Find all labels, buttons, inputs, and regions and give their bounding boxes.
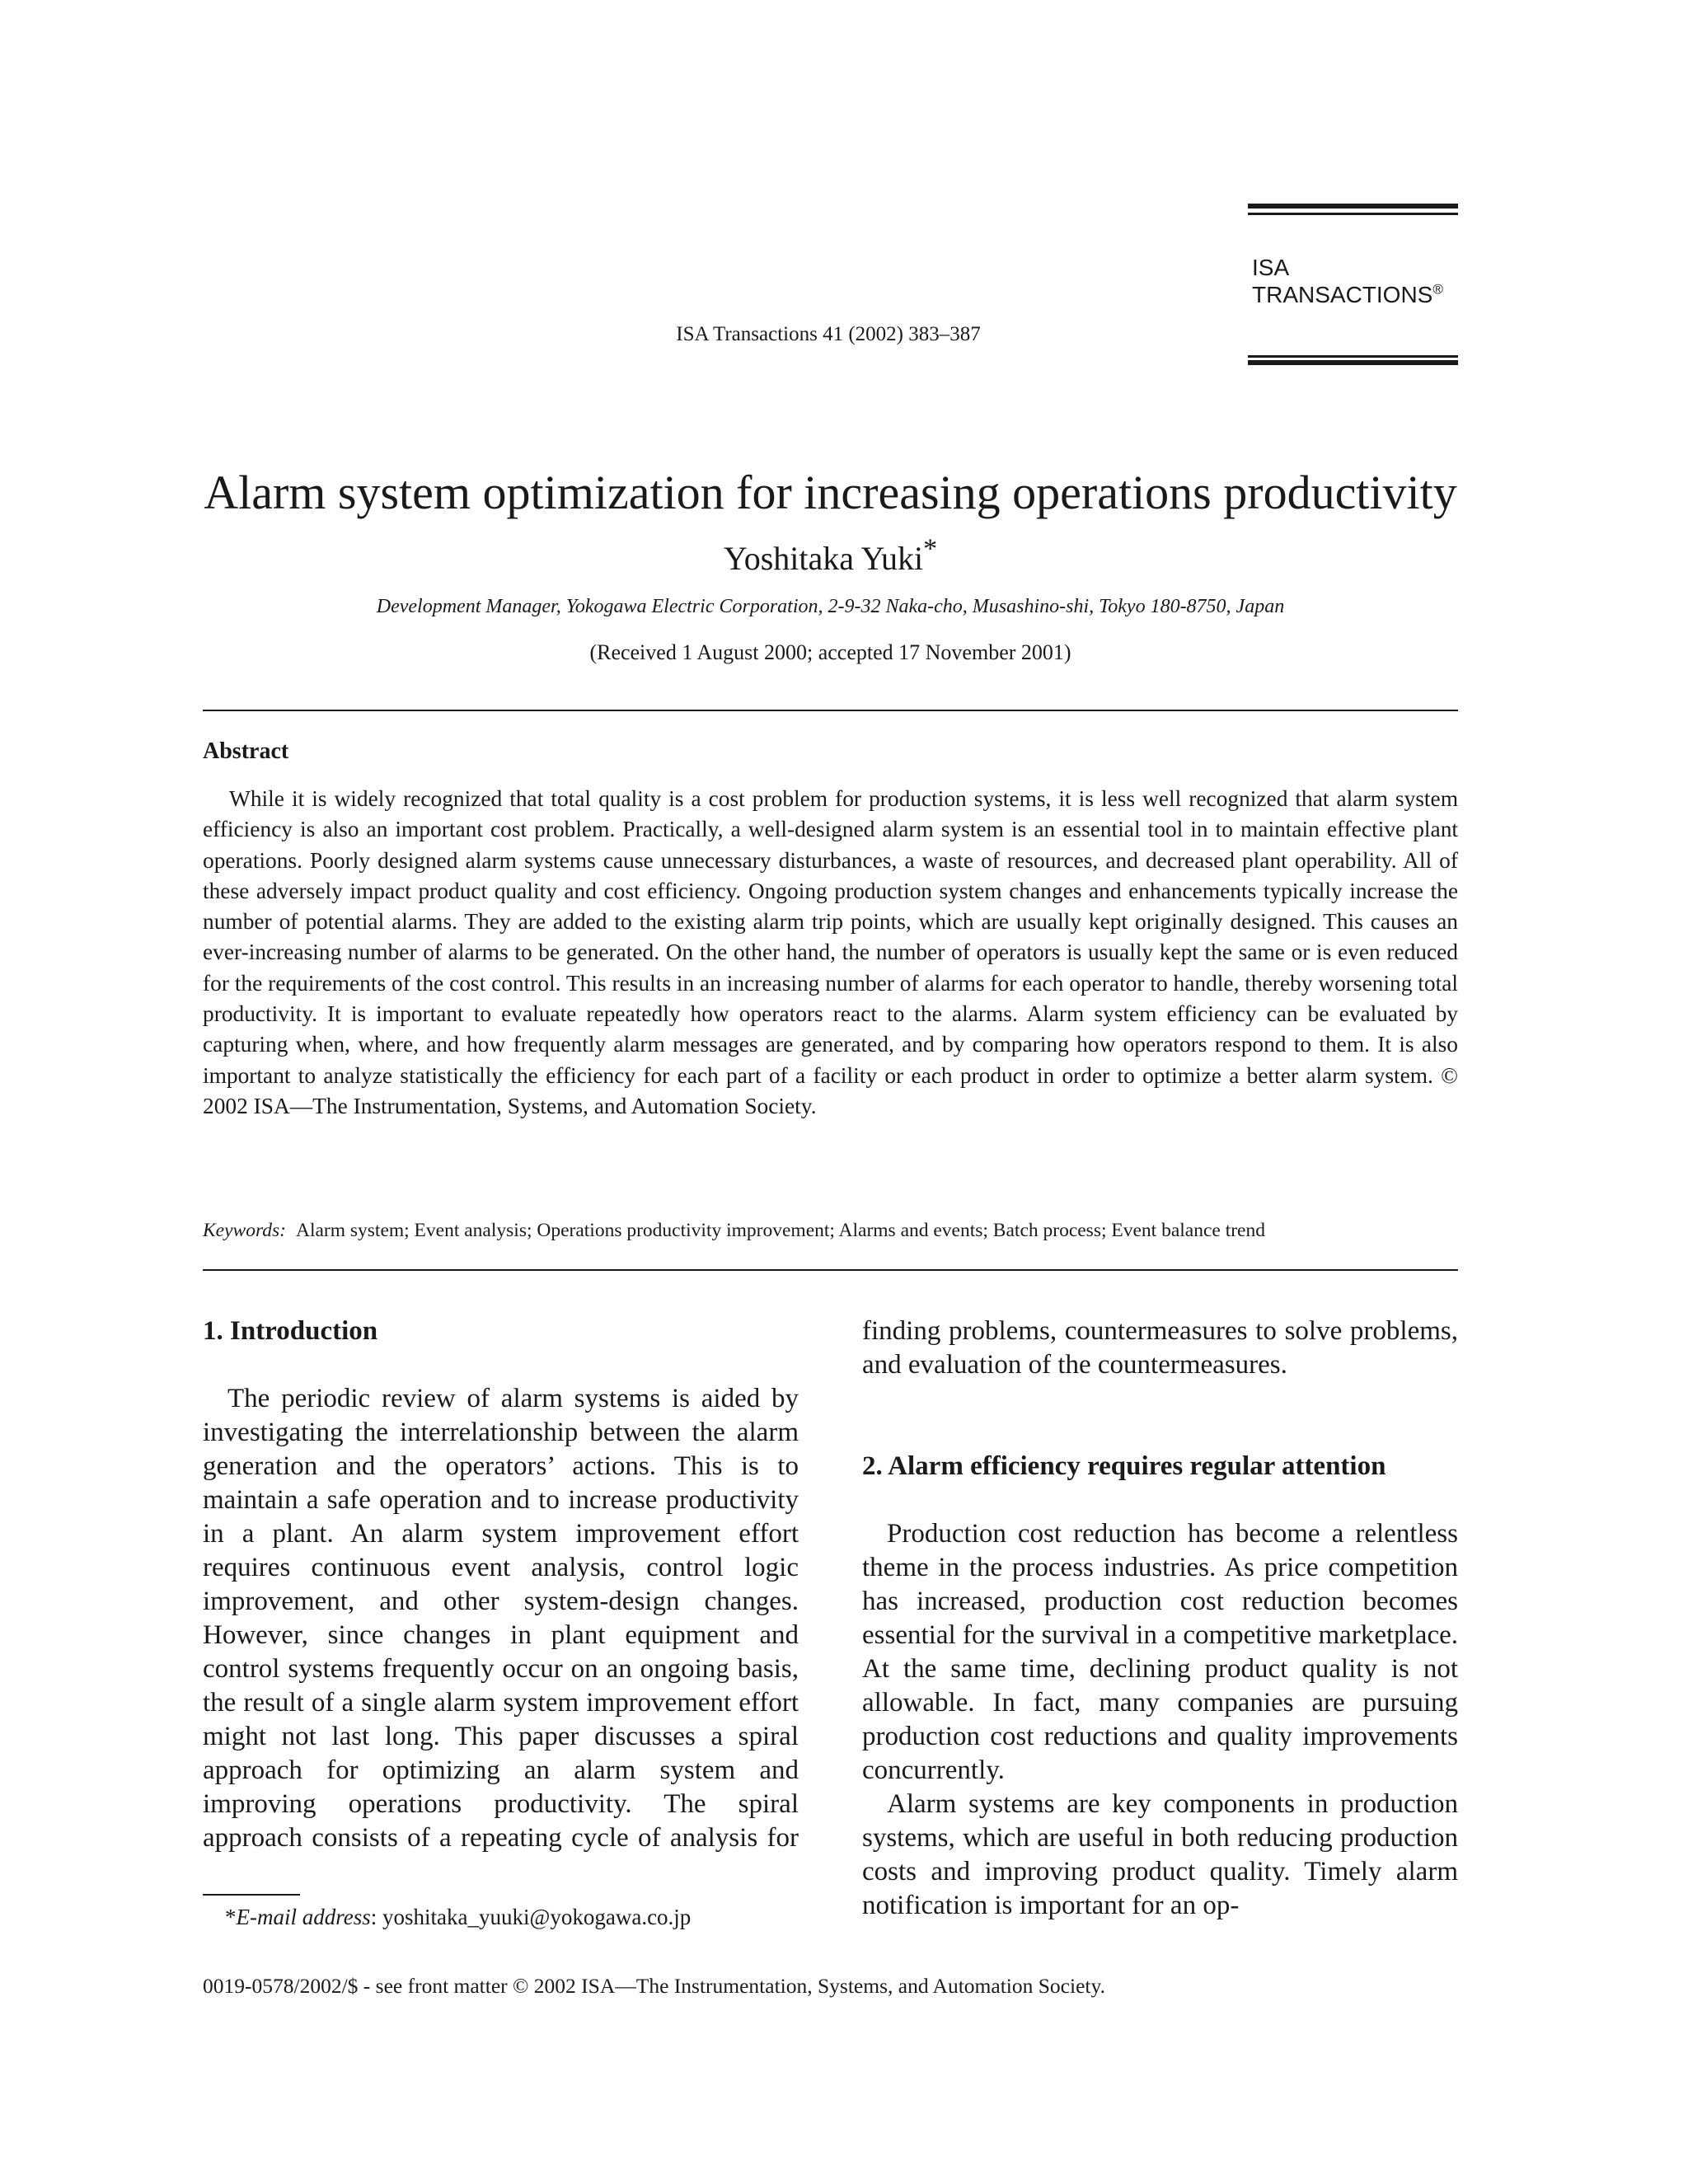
logo-line-isa: ISA [1252,255,1290,280]
article-author: Yoshitaka Yuki* [723,533,938,577]
section-gap [862,1416,1458,1450]
section-1-text-continued: finding problems, countermeasures to solve problems, and evaluation of the countermeasures. [862,1316,1458,1380]
footnote-mark: * [225,1905,237,1929]
abstract-bottom-rule [203,1269,1458,1271]
logo-rule-top-2 [1248,213,1458,215]
logo-rule-bottom-2 [1248,360,1458,365]
section-2-paragraph-1: Production cost reduction has become a relentless theme in the process industries. As price competition has increased, production cost reduction becomes essential for the survival in a competitive marketplace. At the same time, declining product quality is not allowable. In fact, many companies are pursuing production cost reductions and quality improvements concurrently. [862,1519,1458,1785]
right-column [862,1315,1458,1923]
author-affiliation: Development Manager, Yokogawa Electric Corporation, 2-9-32 Naka-cho, Musashino-shi, Tokyo 180-8750, Japan [376,596,1285,617]
logo-line-transactions: TRANSACTIONS® [1252,281,1443,307]
journal-logo [1252,254,1466,308]
keywords-list: Alarm system; Event analysis; Operations productivity improvement; Alarms and events; Batch process; Event balance trend [295,1220,1265,1241]
author-footnote-mark: * [923,533,938,565]
section-1-heading: 1. Introduction [203,1316,378,1346]
abstract-text: While it is widely recognized that total quality is a cost problem for production systems, it is less well recognized that alarm system efficiency is also an important cost problem. Practically, a well-designed alarm system is an essential tool in to maintain effective plant operations. Poorly designed alarm systems cause unnecessary disturbances, a waste of resources, and decreased plant operability. All of these adversely impact product quality and cost efficiency. Ongoing production system changes and enhancements typically increase the number of potential alarms. They are added to the existing alarm trip points, which are usually kept originally designed. This causes an ever-increasing number of alarms to be generated. On the other hand, the number of operators is usually kept the same or is even reduced for the requirements of the cost control. This results in an increasing number of alarms for each operator to handle, thereby worsening total productivity. It is important to evaluate repeatedly how operators react to the alarms. Alarm system efficiency can be evaluated by capturing when, where, and how frequently alarm messages are generated, and by comparing how operators respond to them. It is also important to analyze statistically the efficiency for each part of a facility or each product in order to optimize a better alarm system. © 2002 ISA—The Instrumentation, Systems, and Automation Society. [203,786,1458,1118]
footnote-label: E-mail address [236,1905,371,1929]
keywords-label: Keywords: [203,1220,286,1241]
registered-mark: ® [1432,281,1443,298]
logo-rule-bottom-1 [1248,355,1458,358]
author-email-link[interactable]: yoshitaka_yuuki@yokogawa.co.jp [382,1905,692,1929]
footnote-rule [203,1894,300,1896]
section-1-paragraph [203,1382,799,1855]
received-dates: (Received 1 August 2000; accepted 17 November 2001) [589,640,1071,664]
section-1-text: The periodic review of alarm systems is aided by investigating the interrelationship between the alarm generation and the operators’ actions. This is to maintain a safe operation and to increase productivity in a plant. An alarm system improvement effort requires continuous event analysis, control logic improvement, and other system-design changes. However, since changes in plant equipment and control systems frequently occur on an ongoing basis, the result of a single alarm system improvement effort might not last long. This paper discusses a spiral approach for optimizing an alarm system and improving operations productivity. The spiral approach consists of a repeating cycle of analysis for [203,1384,799,1853]
left-column [203,1315,799,1855]
abstract-top-rule [203,710,1458,711]
section-gap [862,1483,1458,1517]
keywords-line [203,1220,1472,1242]
footnote: *E-mail address: yoshitaka_yuuki@yokogawa.co.jp [225,1905,692,1929]
section-2-paragraph-2: Alarm systems are key components in production systems, which are useful in both reducing production costs and improving product quality. Timely alarm notification is important for an op- [862,1789,1458,1920]
logo-rule-top-1 [1248,204,1458,209]
article-title: Alarm system optimization for increasing operations productivity [204,466,1457,519]
copyright-line: 0019-0578/2002/$ - see front matter © 2002 ISA—The Instrumentation, Systems, and Automation Society. [203,1974,1105,1998]
section-2-heading: 2. Alarm efficiency requires regular attention [862,1451,1386,1481]
section-gap [203,1348,799,1382]
journal-citation: ISA Transactions 41 (2002) 383–387 [676,323,981,345]
abstract-heading: Abstract [203,738,289,764]
section-1-continued [862,1315,1458,1416]
